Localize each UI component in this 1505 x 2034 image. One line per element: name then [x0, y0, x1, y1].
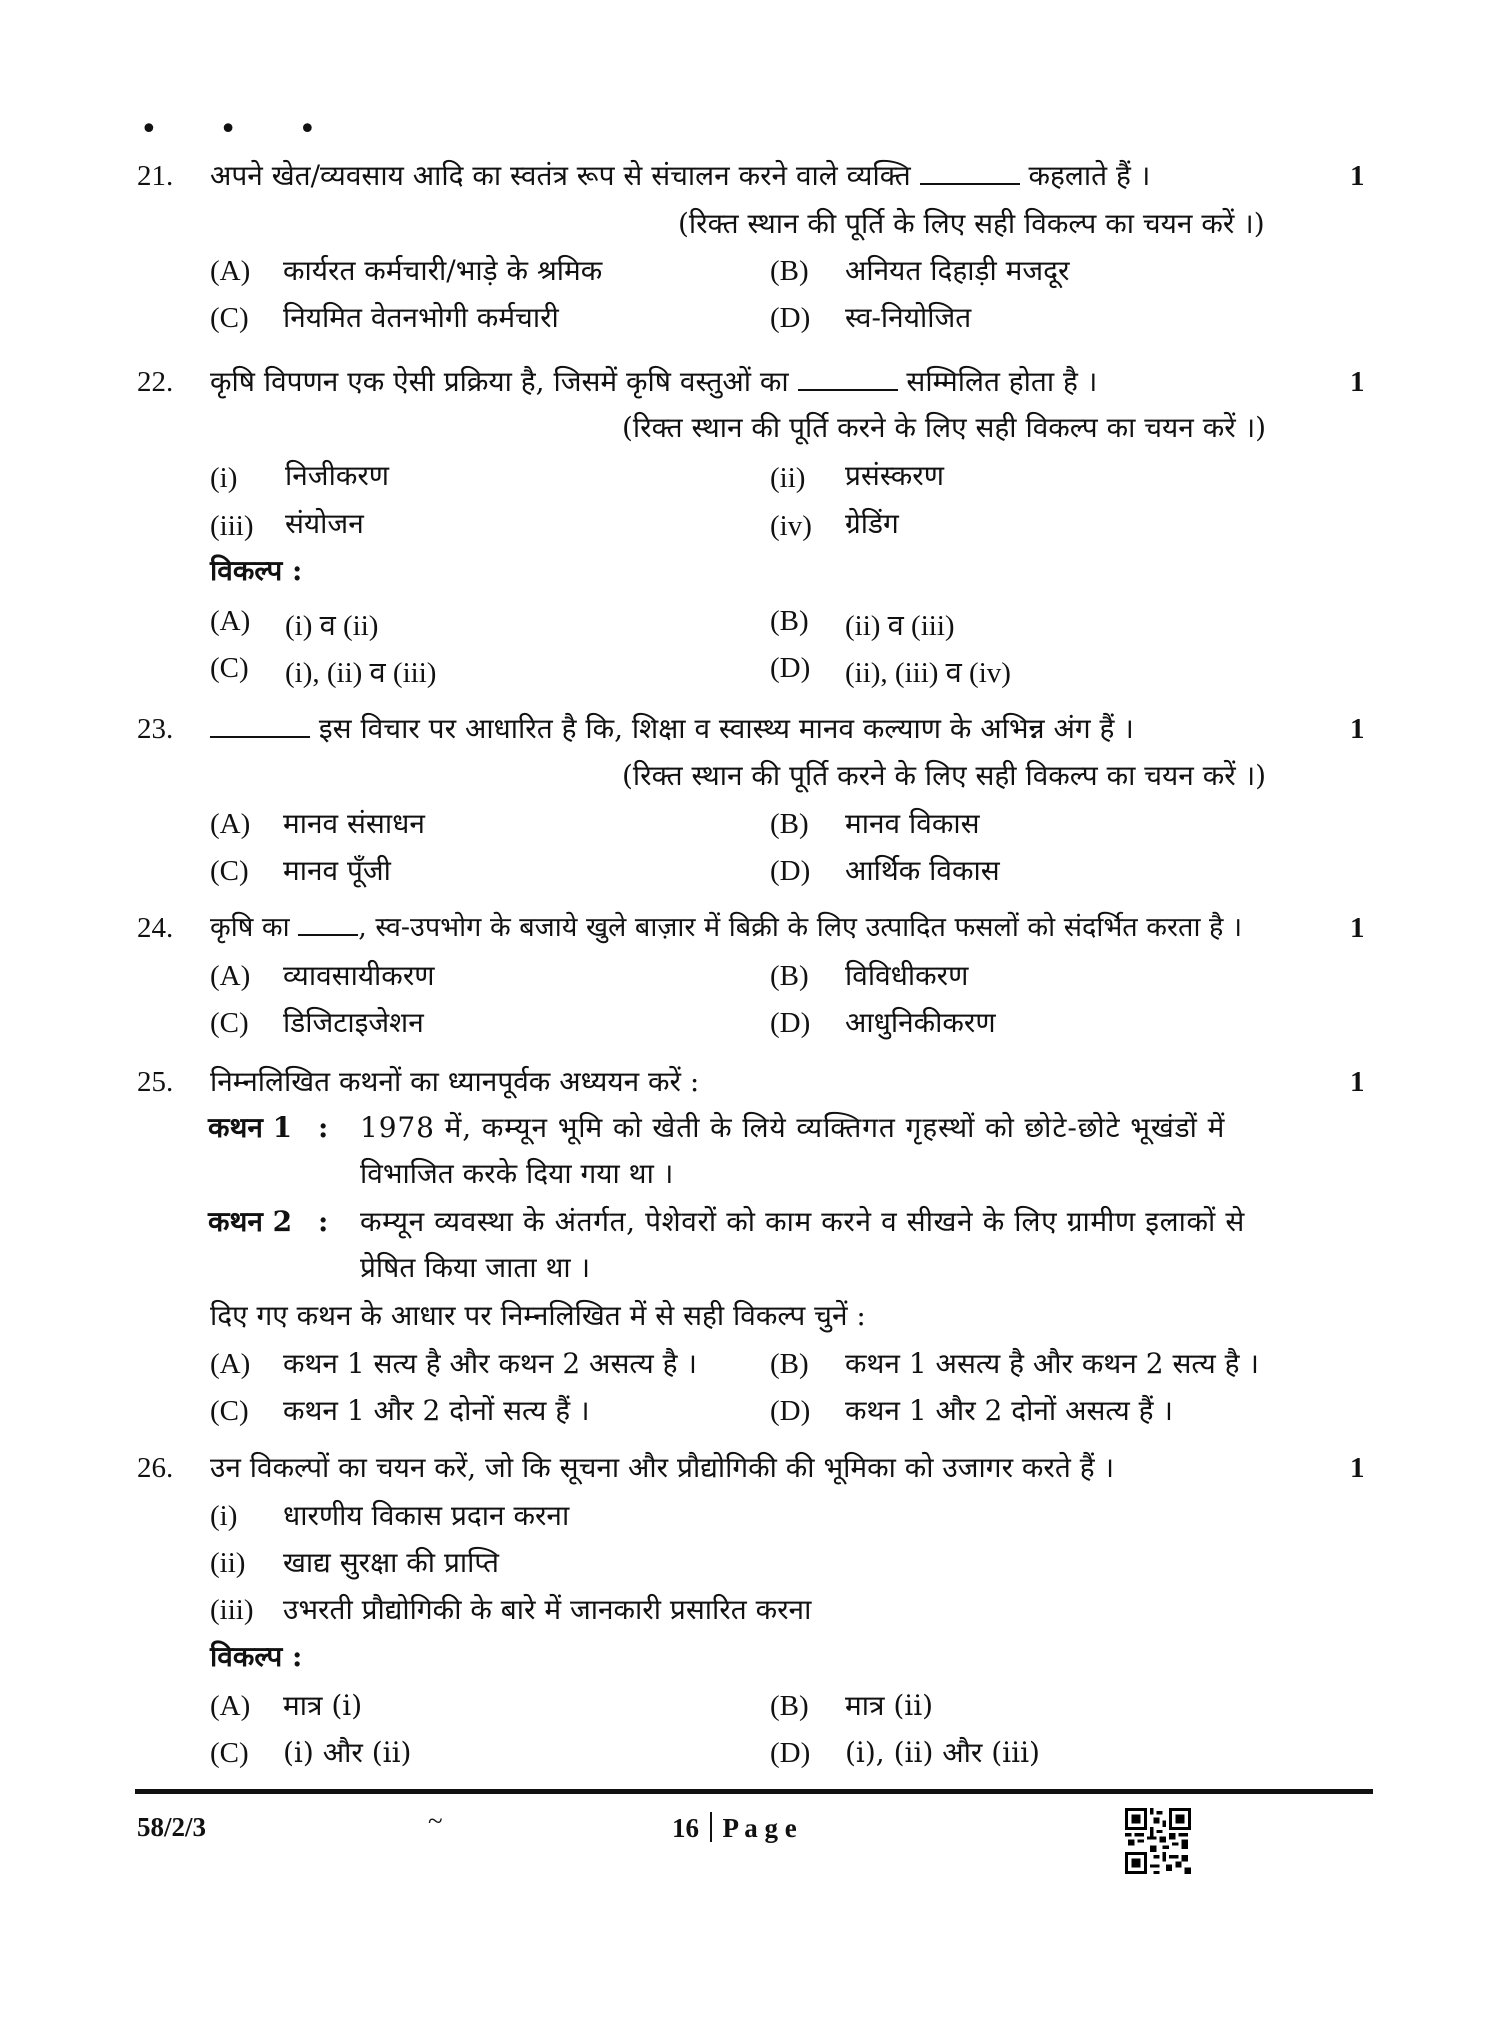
item-label: (i) [210, 1500, 238, 1532]
question-text [210, 365, 1098, 398]
page-indicator [672, 1812, 797, 1844]
option-text: मानव संसाधन [283, 807, 425, 840]
option-label: (B) [770, 605, 809, 637]
item-label: (i) [210, 462, 238, 494]
statement-label: कथन 2 [208, 1205, 293, 1238]
question-text-after: इस विचार पर आधारित है कि, शिक्षा व स्वास्थ्य मानव कल्याण के अभिन्न अंग हैं । [318, 712, 1134, 745]
option-text: अनियत दिहाड़ी मजदूर [845, 254, 1070, 287]
option-text: मात्र (i) [283, 1689, 363, 1722]
option-text: (i), (ii) व (iii) [285, 657, 437, 689]
option-text: नियमित वेतनभोगी कर्मचारी [283, 301, 559, 334]
tilde-mark: ~ [428, 1806, 443, 1836]
question-marks: 1 [1350, 366, 1365, 398]
option-text: कथन 1 और 2 दोनों असत्य हैं । [845, 1394, 1174, 1427]
question-text-before: कृषि का [210, 912, 290, 943]
option-label: (D) [770, 302, 811, 334]
option-text: आधुनिकीकरण [845, 1006, 996, 1039]
question-marks: 1 [1350, 1066, 1365, 1098]
option-label: (C) [210, 855, 249, 887]
question-text [210, 914, 1242, 941]
option-text: (i) व (ii) [285, 610, 379, 642]
statement-text-cont: विभाजित करके दिया गया था । [360, 1157, 674, 1190]
option-label: (A) [210, 808, 251, 840]
option-text: मानव पूँजी [283, 854, 391, 887]
option-label: (D) [770, 1737, 811, 1769]
option-text: डिजिटाइजेशन [283, 1006, 424, 1039]
option-text: कथन 1 असत्य है और कथन 2 सत्य है । [845, 1347, 1260, 1380]
question-text: उन विकल्पों का चयन करें, जो कि सूचना और प्रौद्योगिकी की भूमिका को उजागर करते हैं । [210, 1451, 1115, 1484]
option-text: विविधीकरण [845, 959, 969, 992]
question-instruction: (रिक्त स्थान की पूर्ति करने के लिए सही विकल्प का चयन करें ।) [622, 411, 1267, 444]
item-text: प्रसंस्करण [845, 459, 944, 492]
item-text: निजीकरण [285, 459, 390, 492]
question-number: 22. [137, 366, 174, 398]
option-label: (C) [210, 1737, 249, 1769]
option-label: (D) [770, 652, 811, 684]
option-label: (D) [770, 1395, 811, 1427]
statement-text: कम्यून व्यवस्था के अंतर्गत, पेशेवरों को काम करने व सीखने के लिए ग्रामीण इलाकों से [360, 1205, 1245, 1238]
question-prompt: दिए गए कथन के आधार पर निम्नलिखित में से सही विकल्प चुनें : [210, 1299, 866, 1332]
fill-blank [798, 389, 898, 391]
option-text: कथन 1 और 2 दोनों सत्य हैं । [283, 1394, 590, 1427]
question-marks: 1 [1350, 713, 1365, 745]
question-marks: 1 [1350, 160, 1365, 192]
option-text: स्व-नियोजित [845, 301, 972, 334]
option-label: (C) [210, 1007, 249, 1039]
continuation-dots: • • • [140, 112, 343, 147]
choices-heading: विकल्प : [210, 1640, 303, 1673]
choices-heading: विकल्प : [210, 554, 303, 587]
option-label: (B) [770, 1690, 809, 1722]
option-label: (D) [770, 855, 811, 887]
paper-code: 58/2/3 [137, 1812, 207, 1842]
fill-blank [298, 934, 358, 936]
question-text [210, 712, 1134, 745]
question-number: 23. [137, 713, 174, 745]
option-text: (i), (ii) और (iii) [845, 1736, 1040, 1769]
question-instruction: (रिक्त स्थान की पूर्ति करने के लिए सही विकल्प का चयन करें ।) [622, 759, 1267, 792]
item-text: धारणीय विकास प्रदान करना [283, 1499, 570, 1532]
item-label: (ii) [210, 1547, 246, 1579]
item-label: (iii) [210, 510, 254, 542]
statement-text: 1978 में, कम्यून भूमि को खेती के लिये व्यक्तिगत गृहस्थों को छोटे-छोटे भूखंडों में [360, 1111, 1226, 1144]
fill-blank [920, 183, 1020, 185]
option-label: (C) [210, 1395, 249, 1427]
page-label: P a g e [722, 1813, 797, 1843]
option-text: (i) और (ii) [283, 1736, 412, 1769]
option-label: (A) [210, 960, 251, 992]
statement-separator: : [318, 1205, 329, 1238]
option-text: मानव विकास [845, 807, 980, 840]
option-text: कार्यरत कर्मचारी/भाड़े के श्रमिक [283, 254, 603, 287]
statement-separator: : [318, 1111, 329, 1144]
page-divider [710, 1812, 712, 1842]
item-text: संयोजन [285, 507, 364, 540]
question-marks: 1 [1350, 912, 1365, 944]
question-text: निम्नलिखित कथनों का ध्यानपूर्वक अध्ययन करें : [210, 1065, 700, 1098]
question-number: 25. [137, 1066, 174, 1098]
option-label: (B) [770, 255, 809, 287]
page-number: 16 [672, 1813, 699, 1843]
option-text: मात्र (ii) [845, 1689, 934, 1722]
fill-blank [210, 736, 310, 738]
option-label: (A) [210, 605, 251, 637]
item-label: (iv) [770, 510, 812, 542]
question-text-after: , स्व-उपभोग के बजाये खुले बाज़ार में बिक्री के लिए उत्पादित फसलों को संदर्भित करता है । [358, 912, 1243, 943]
question-number: 26. [137, 1452, 174, 1484]
question-text [210, 159, 1151, 192]
question-instruction: (रिक्त स्थान की पूर्ति के लिए सही विकल्प का चयन करें ।) [678, 207, 1265, 240]
option-label: (B) [770, 960, 809, 992]
option-label: (A) [210, 1348, 251, 1380]
option-label: (A) [210, 1690, 251, 1722]
option-label: (C) [210, 652, 249, 684]
question-text-after: सम्मिलित होता है । [906, 365, 1098, 398]
option-text: आर्थिक विकास [845, 854, 1000, 887]
question-text-after: कहलाते हैं । [1028, 159, 1151, 192]
option-label: (B) [770, 808, 809, 840]
option-label: (C) [210, 302, 249, 334]
option-text: कथन 1 सत्य है और कथन 2 असत्य है । [283, 1347, 698, 1380]
item-text: ग्रेडिंग [845, 507, 899, 540]
question-marks: 1 [1350, 1452, 1365, 1484]
question-text-before: कृषि विपणन एक ऐसी प्रक्रिया है, जिसमें कृषि वस्तुओं का [210, 365, 789, 398]
option-label: (A) [210, 255, 251, 287]
item-text: खाद्य सुरक्षा की प्राप्ति [283, 1546, 499, 1579]
item-label: (iii) [210, 1594, 254, 1626]
qr-code-icon [1125, 1808, 1191, 1874]
option-label: (B) [770, 1348, 809, 1380]
option-label: (D) [770, 1007, 811, 1039]
item-text: उभरती प्रौद्योगिकी के बारे में जानकारी प्रसारित करना [283, 1593, 812, 1626]
question-number: 24. [137, 912, 174, 944]
question-number: 21. [137, 160, 174, 192]
option-text: व्यावसायीकरण [283, 959, 435, 992]
footer-rule [135, 1789, 1373, 1794]
statement-text-cont: प्रेषित किया जाता था । [360, 1251, 591, 1284]
option-text: (ii) व (iii) [845, 610, 955, 642]
option-text: (ii), (iii) व (iv) [845, 657, 1011, 689]
question-text-before: अपने खेत/व्यवसाय आदि का स्वतंत्र रूप से संचालन करने वाले व्यक्ति [210, 159, 911, 192]
statement-label: कथन 1 [208, 1111, 293, 1144]
item-label: (ii) [770, 462, 806, 494]
